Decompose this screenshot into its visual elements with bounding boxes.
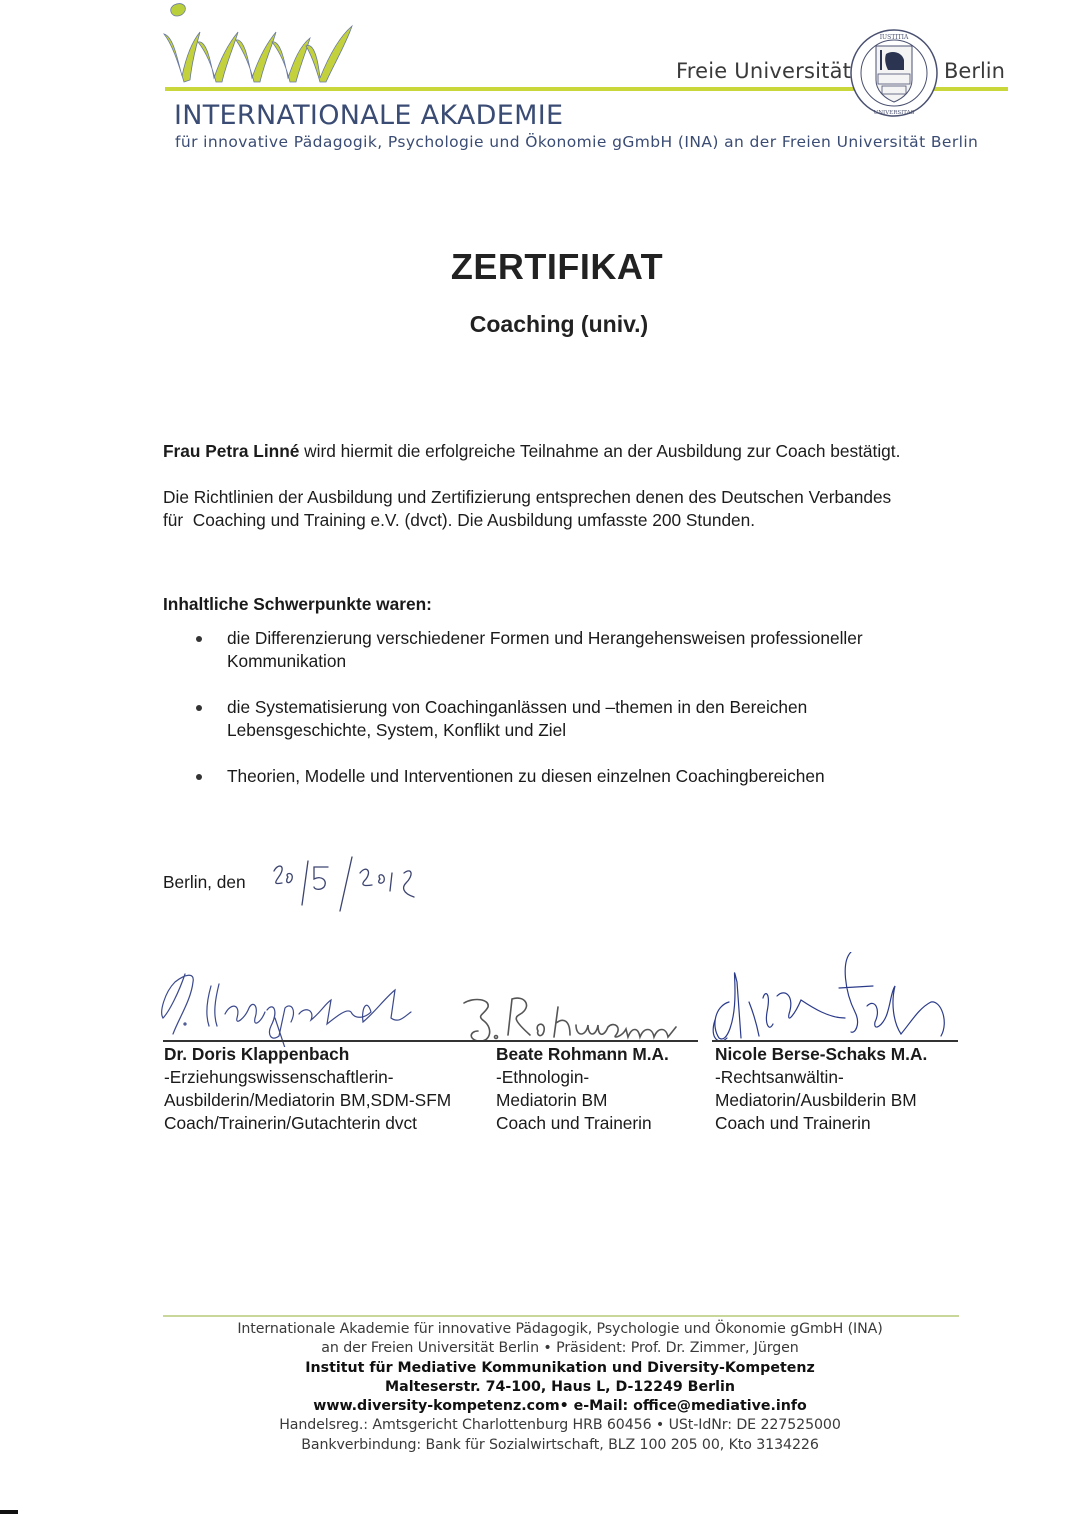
scan-edge-mark — [0, 1510, 18, 1514]
signatory-name: Dr. Doris Klappenbach — [164, 1044, 350, 1064]
recipient-name: Frau Petra Linné — [163, 441, 300, 461]
focus-item-line: Lebensgeschichte, System, Konflikt und Ziel — [227, 720, 567, 740]
signatory-role: Coach und Trainerin — [496, 1113, 652, 1133]
footer-web-email: www.diversity-kompetenz.com• e-Mail: office@mediative.info — [313, 1398, 807, 1415]
bullet-icon — [196, 636, 202, 642]
signatory-block — [715, 1043, 927, 1135]
focus-heading: Inhaltliche Schwerpunkte waren: — [163, 594, 432, 614]
signatory-name: Beate Rohmann M.A. — [496, 1044, 669, 1064]
university-seal-icon — [846, 28, 942, 118]
certificate-subtitle: Coaching (univ.) — [469, 311, 649, 337]
guidelines-paragraph — [163, 486, 983, 532]
signature-line — [478, 1040, 698, 1042]
focus-list — [193, 627, 953, 811]
signature-klappenbach — [155, 952, 415, 1047]
signature-line — [712, 1040, 958, 1042]
footer-line: Handelsreg.: Amtsgericht Charlottenburg HRB 60456 • USt-IdNr: DE 227525000 — [279, 1417, 841, 1434]
signature-line — [163, 1040, 478, 1042]
footer-address: Malteserstr. 74-100, Haus L, D-12249 Berlin — [385, 1378, 735, 1395]
bullet-icon — [196, 705, 202, 711]
bullet-icon — [196, 774, 202, 780]
academy-subtitle: für innovative Pädagogik, Psychologie und Ökonomie gGmbH (INA) an der Freien Universität Berlin — [175, 133, 979, 151]
signatory-name: Nicole Berse-Schaks M.A. — [715, 1044, 928, 1064]
university-name-left: Freie Universität — [676, 59, 852, 83]
focus-item-line: die Differenzierung verschiedener Formen und Herangehensweisen professioneller — [227, 628, 863, 648]
ina-logo — [160, 2, 355, 88]
footer-line: an der Freien Universität Berlin • Präsident: Prof. Dr. Zimmer, Jürgen — [321, 1340, 799, 1357]
focus-item — [193, 627, 953, 673]
academy-title: INTERNATIONALE AKADEMIE — [174, 100, 564, 131]
focus-item-line: Theorien, Modelle und Interventionen zu diesen einzelnen Coachingbereichen — [227, 766, 825, 786]
footer-green-rule — [163, 1315, 959, 1317]
footer-institute: Institut für Mediative Kommunikation und Diversity-Kompetenz — [305, 1359, 815, 1376]
focus-item — [193, 696, 953, 742]
university-name-right: Berlin — [944, 59, 1005, 83]
certificate-title: ZERTIFIKAT — [450, 246, 664, 287]
signatory-role: -Rechtsanwältin- — [715, 1067, 844, 1087]
confirmation-text: wird hiermit die erfolgreiche Teilnahme an der Ausbildung zur Coach bestätigt. — [299, 441, 901, 461]
signatory-role: Mediatorin BM — [496, 1090, 608, 1110]
handwritten-date — [262, 853, 432, 913]
place-date-label: Berlin, den — [163, 872, 246, 892]
svg-text:UNIVERSITAS: UNIVERSITAS — [873, 110, 915, 116]
svg-text:IUSTITIA: IUSTITIA — [879, 34, 909, 41]
signatory-role: Coach und Trainerin — [715, 1113, 871, 1133]
signatory-role: Mediatorin/Ausbilderin BM — [715, 1090, 917, 1110]
footer — [160, 1320, 960, 1455]
signatory-role: Coach/Trainerin/Gutachterin dvct — [164, 1113, 417, 1133]
confirmation-paragraph — [163, 440, 900, 463]
signatory-role: -Ethnologin- — [496, 1067, 590, 1087]
signatory-block — [496, 1043, 669, 1135]
guidelines-line-2: für Coaching und Training e.V. (dvct). Die Ausbildung umfasste 200 Stunden. — [163, 510, 756, 530]
footer-line: Bankverbindung: Bank für Sozialwirtschaft, BLZ 100 205 00, Kto 3134226 — [301, 1436, 819, 1453]
signature-berse-schaks — [705, 952, 955, 1047]
footer-line: Internationale Akademie für innovative Pädagogik, Psychologie und Ökonomie gGmbH (INA) — [237, 1321, 883, 1337]
signatory-block — [164, 1043, 451, 1135]
focus-item-line: Kommunikation — [227, 651, 347, 671]
guidelines-line-1: Die Richtlinien der Ausbildung und Zertifizierung entsprechen denen des Deutschen Verbandes — [163, 487, 892, 507]
signatory-role: -Erziehungswissenschaftlerin- — [164, 1067, 394, 1087]
focus-item-line: die Systematisierung von Coachinganlässen und –themen in den Bereichen — [227, 697, 808, 717]
focus-item — [193, 765, 953, 788]
signatory-role: Ausbilderin/Mediatorin BM,SDM-SFM — [164, 1090, 452, 1110]
